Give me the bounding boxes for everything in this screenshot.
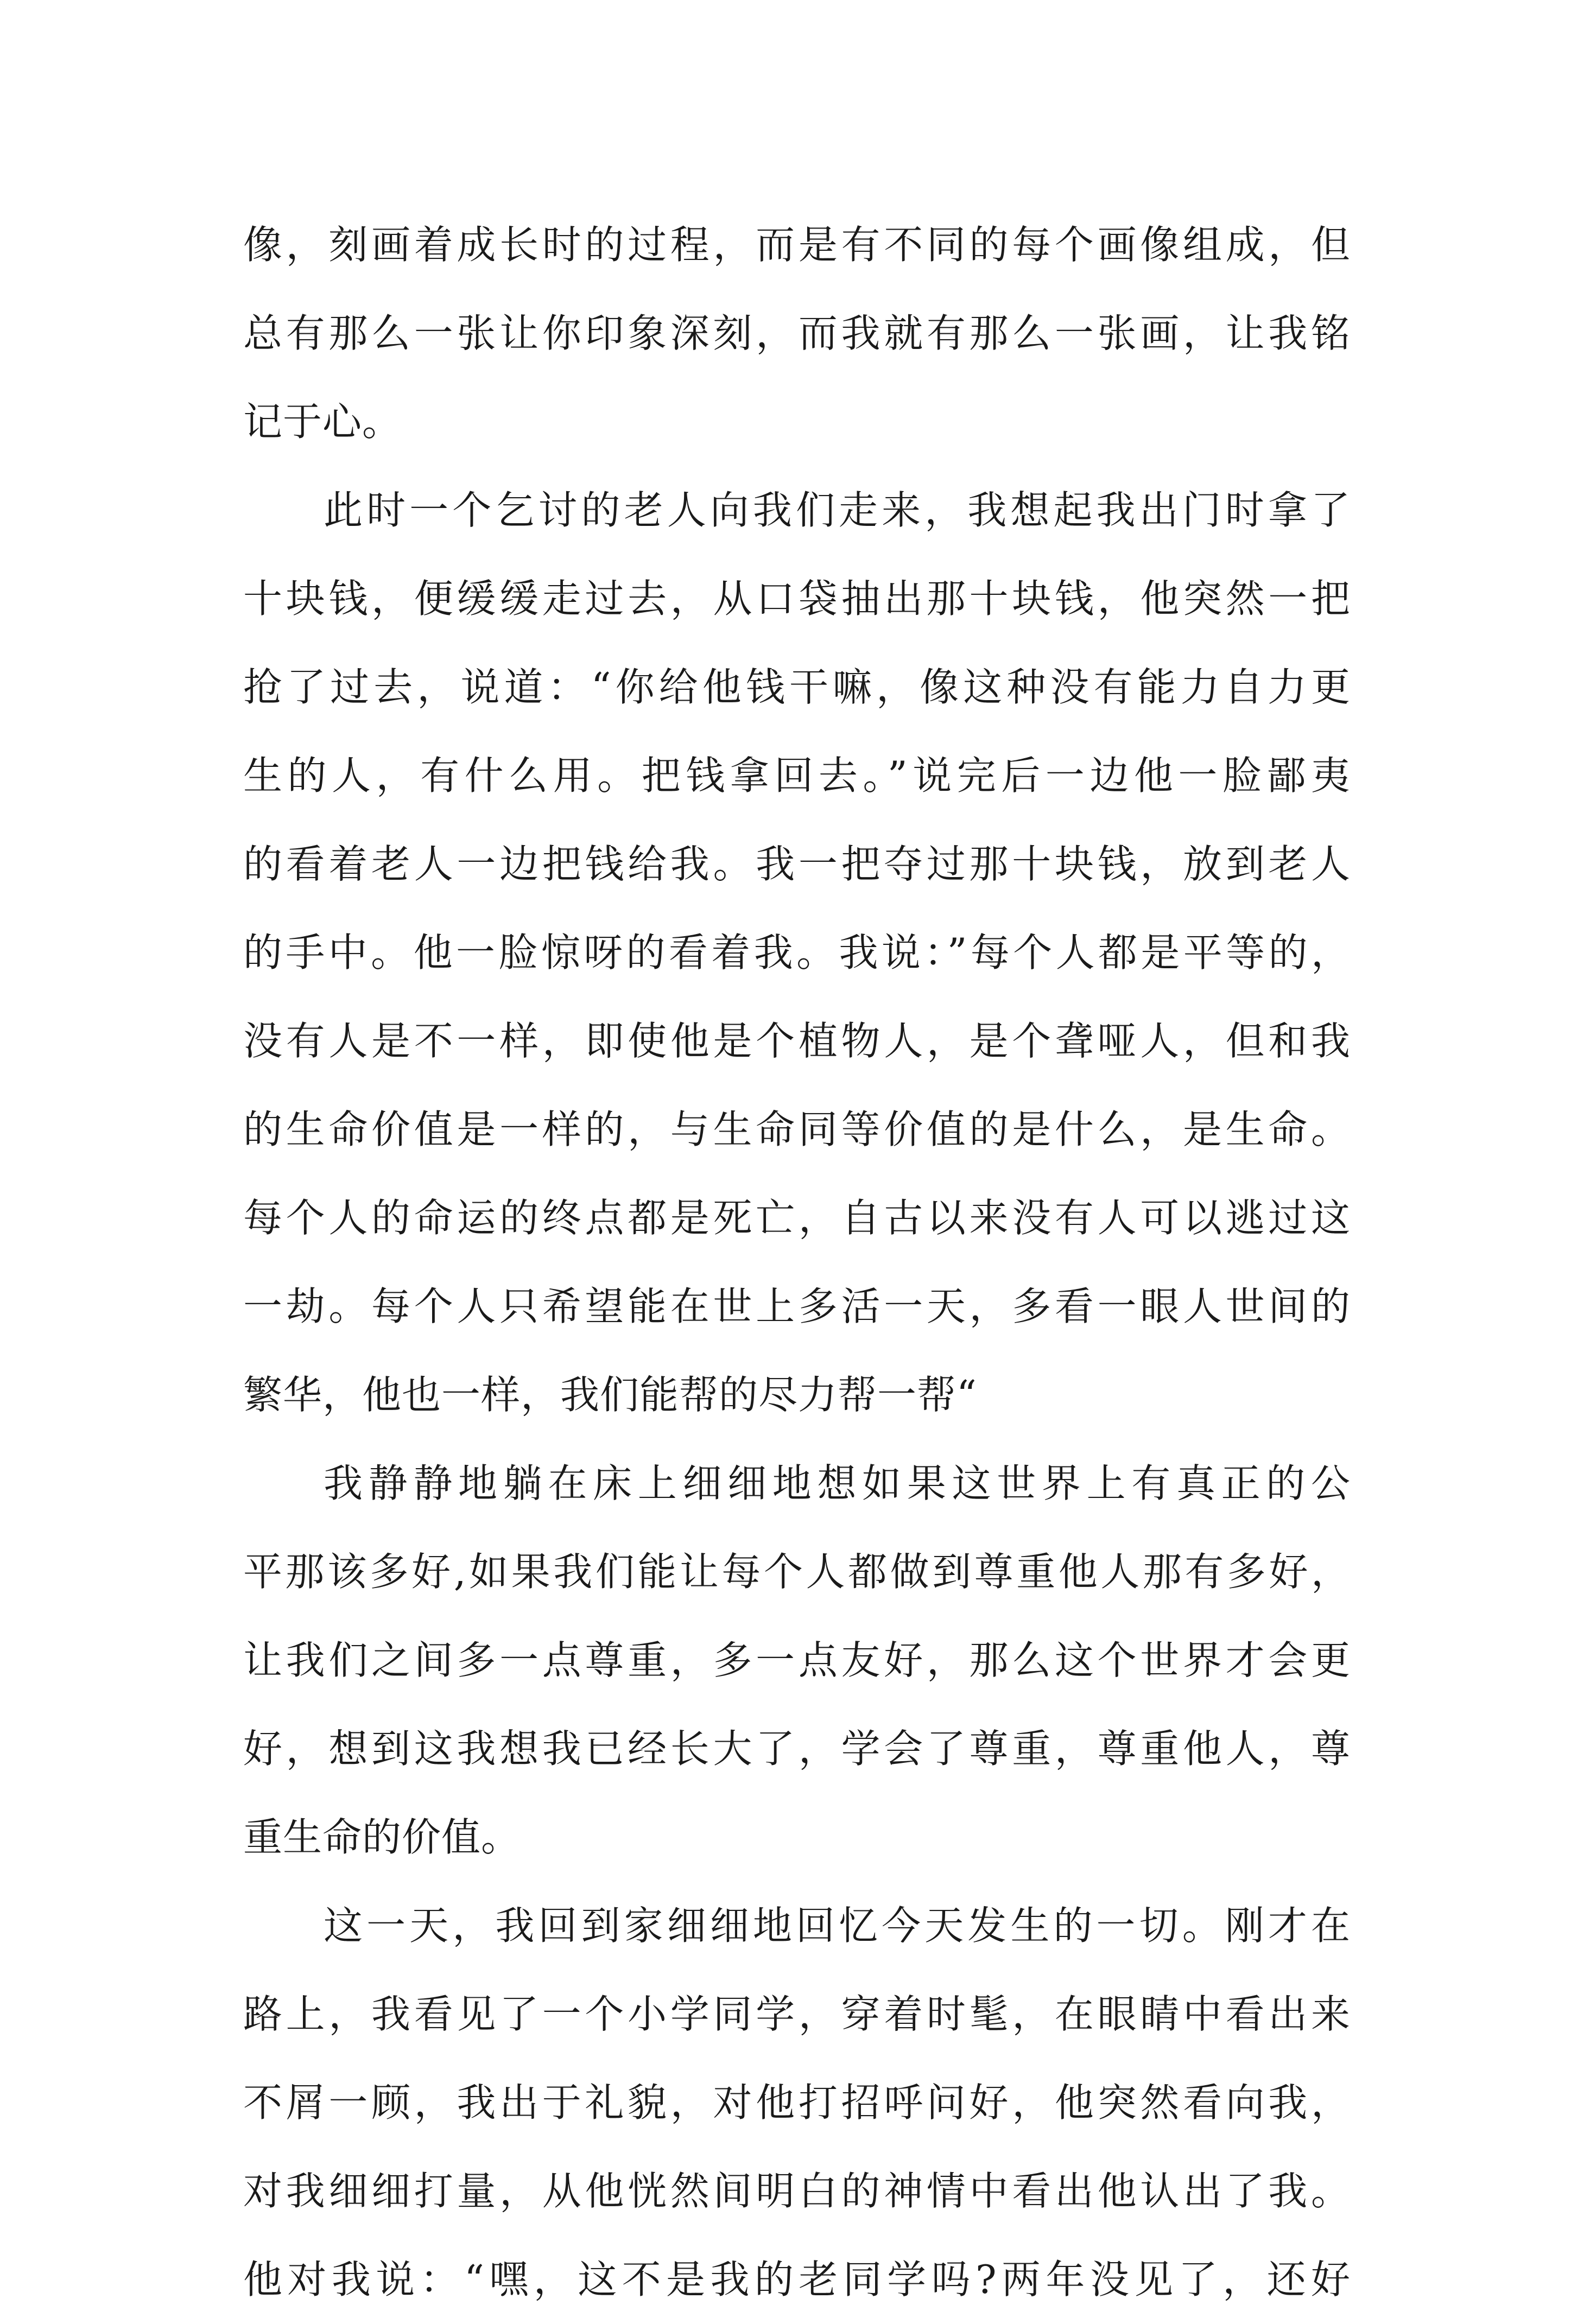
- text-line: 此时一个乞讨的老人向我们走来，我想起我出门时拿了: [324, 487, 1351, 533]
- text-line: 对我细细打量，从他恍然间明白的神情中看出他认出了我。: [243, 2168, 1351, 2214]
- text-line: 路上，我看见了一个小学同学，穿着时髦，在眼睛中看出来: [243, 1991, 1351, 2037]
- text-line: 让我们之间多一点尊重，多一点友好，那么这个世界才会更: [243, 1637, 1351, 1683]
- text-line: 总有那么一张让你印象深刻，而我就有那么一张画，让我铭: [243, 310, 1351, 356]
- text-line: 繁华，他也一样，我们能帮的尽力帮一帮“: [243, 1372, 977, 1418]
- text-line: 没有人是不一样，即使他是个植物人，是个聋哑人，但和我: [243, 1018, 1351, 1064]
- text-line: 生的人，有什么用。把钱拿回去。”说完后一边他一脸鄙夷: [243, 753, 1351, 798]
- text-line: 的生命价值是一样的，与生命同等价值的是什么，是生命。: [243, 1107, 1351, 1152]
- text-line: 我静静地躺在床上细细地想如果这世界上有真正的公: [324, 1461, 1351, 1506]
- body-text: [243, 201, 1351, 2324]
- text-line: 平那该多好,如果我们能让每个人都做到尊重他人那有多好，: [243, 1549, 1351, 1595]
- text-line: 这一天，我回到家细细地回忆今天发生的一切。刚才在: [324, 1903, 1351, 1948]
- text-line: 的看着老人一边把钱给我。我一把夺过那十块钱，放到老人: [243, 841, 1351, 887]
- text-line: 抢了过去，说道：“你给他钱干嘛，像这种没有能力自力更: [243, 664, 1351, 710]
- text-line: 好，想到这我想我已经长大了，学会了尊重，尊重他人，尊: [243, 1726, 1351, 1771]
- text-line: 记于心。: [243, 399, 402, 445]
- text-line: 像，刻画着成长时的过程，而是有不同的每个画像组成，但: [243, 222, 1351, 268]
- text-line: 不屑一顾，我出于礼貌，对他打招呼问好，他突然看向我，: [243, 2080, 1351, 2125]
- text-line: 重生命的价值。: [243, 1814, 521, 1860]
- text-line: 十块钱，便缓缓走过去，从口袋抽出那十块钱，他突然一把: [243, 576, 1351, 621]
- text-line: 他对我说：“嘿，这不是我的老同学吗?两年没见了，还好: [243, 2257, 1351, 2302]
- text-line: 的手中。他一脸惊呀的看着我。我说：”每个人都是平等的，: [243, 930, 1351, 975]
- text-line: 一劫。每个人只希望能在世上多活一天，多看一眼人世间的: [243, 1284, 1351, 1329]
- text-line: 每个人的命运的终点都是死亡，自古以来没有人可以逃过这: [243, 1195, 1351, 1241]
